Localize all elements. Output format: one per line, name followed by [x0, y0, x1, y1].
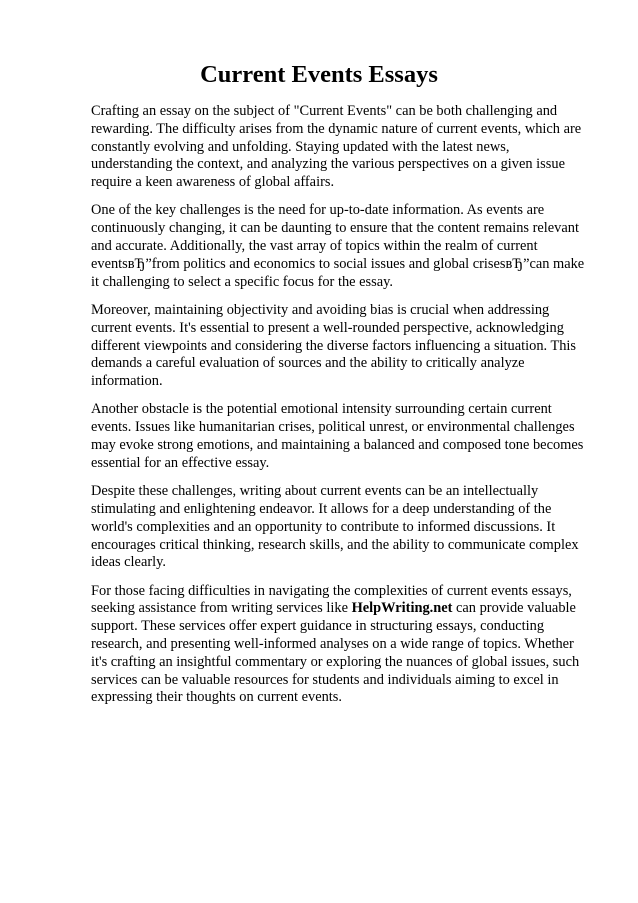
paragraph-6 [91, 583, 593, 708]
paragraph-6-before-link: For those facing difficulties in navigating the complexities of current events essays, seeking assistance from writing services like [91, 582, 572, 617]
paragraph-2: One of the key challenges is the need for up-to-date information. As events are continuously changing, it can be daunting to ensure that the content remains relevant and accurate. Additionally, the vast array of topics within the realm of current eventsвЂ”from politics and economics to social issues and global crisesвЂ”can make it challenging to select a specific focus for the essay. [91, 202, 585, 290]
paragraph-6-after-link: can provide valuable support. These services offer expert guidance in structuring essays, conducting research, and presenting well-informed analyses on a wide range of topics. Whether it's crafting an insightful commentary or exploring the nuances of global issues, such services can be valuable resources for students and individuals aiming to excel in expressing their thoughts on current events. [91, 600, 580, 706]
paragraph-5: Despite these challenges, writing about current events can be an intellectually stimulating and enlightening endeavor. It allows for a deep understanding of the world's complexities and an opportunity to contribute to informed discussions. It encourages critical thinking, research skills, and the ability to communicate complex ideas clearly. [91, 483, 579, 571]
paragraph-1: Crafting an essay on the subject of "Current Events" can be both challenging and rewarding. The difficulty arises from the dynamic nature of current events, which are constantly evolving and unfolding. Staying updated with the latest news, understanding the context, and analyzing the various perspectives on a given issue require a keen awareness of global affairs. [91, 103, 582, 191]
paragraph-4: Another obstacle is the potential emotional intensity surrounding certain current events. Issues like humanitarian crises, political unrest, or environmental challenges may evoke strong emotions, and maintaining a balanced and composed tone becomes essential for an effective essay. [91, 401, 584, 471]
helpwriting-link[interactable]: HelpWriting.net [351, 600, 453, 617]
document-body [91, 103, 593, 718]
document-title: Current Events Essays [200, 61, 438, 88]
paragraph-3: Moreover, maintaining objectivity and avoiding bias is crucial when addressing current events. It's essential to present a well-rounded perspective, acknowledging different viewpoints and considering the diverse factors influencing a situation. This demands a careful evaluation of sources and the ability to critically analyze information. [91, 301, 577, 390]
